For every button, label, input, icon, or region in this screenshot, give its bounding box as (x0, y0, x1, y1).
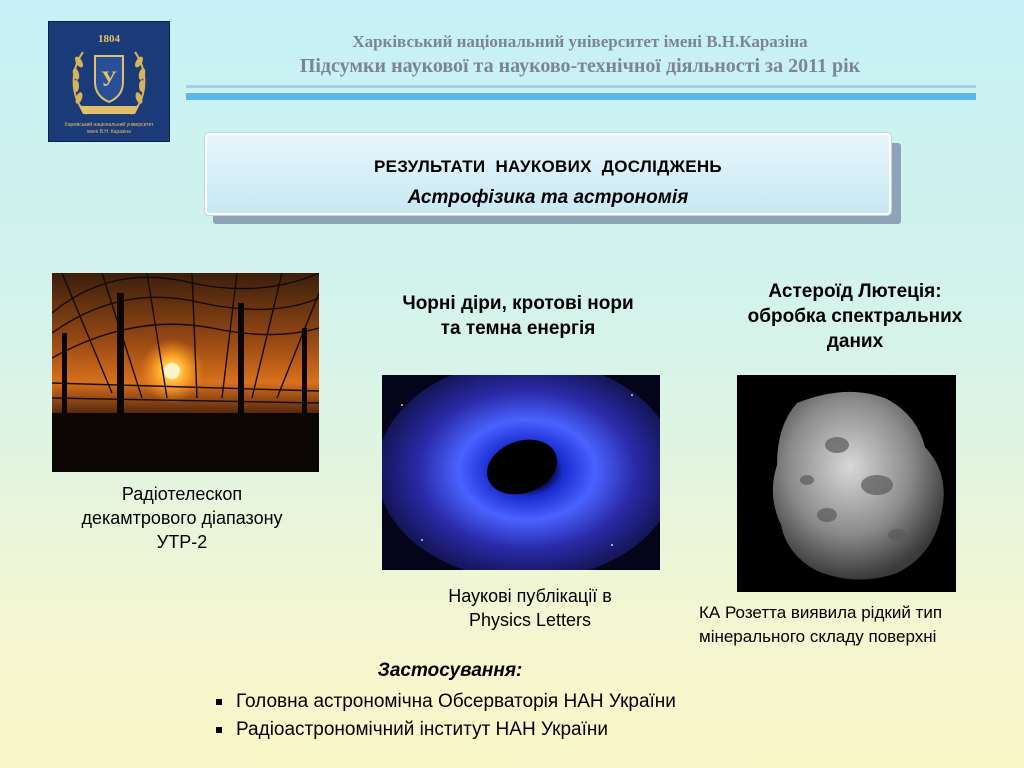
radio-telescope-photo (52, 273, 319, 472)
asteroid-caption (699, 601, 1009, 649)
applications-title: Застосування: (377, 660, 523, 681)
university-logo (48, 21, 170, 142)
caption-line: КА Розетта виявила рідкий тип (699, 603, 943, 622)
caption-line: Радіотелескоп (121, 484, 243, 504)
bullet-icon (216, 727, 222, 733)
black-holes-caption (420, 584, 640, 632)
title-line: обробка спектральних (747, 306, 963, 327)
banner-heading: РЕЗУЛЬТАТИ НАУКОВИХ ДОСЛІДЖЕНЬ (374, 157, 722, 176)
list-item (214, 716, 676, 744)
bullet-icon (216, 699, 222, 705)
caption-line: декамтрового діапазону (81, 508, 283, 528)
header-divider-thick (186, 93, 976, 100)
caption-line: УТР-2 (156, 532, 208, 552)
header-divider-thin (186, 85, 976, 88)
caption-line: Наукові публікації в (448, 586, 612, 606)
shield-letter: У (100, 66, 118, 91)
report-title: Підсумки наукової та науково-технічної діяльності за 2011 рік (299, 55, 861, 77)
caption-line: мінерального складу поверхні (699, 627, 937, 646)
logo-year: 1804 (98, 33, 120, 45)
applications-list (214, 688, 676, 744)
logo-caption-line2: імені В.Н. Каразіна (87, 129, 131, 135)
asteroid-title (715, 279, 995, 354)
radio-telescope-caption (52, 482, 312, 554)
black-hole-image (382, 375, 660, 570)
list-item-label: Радіоастрономічний інститут НАН України (236, 719, 608, 740)
asteroid-image (737, 375, 956, 592)
list-item-label: Головна астрономічна Обсерваторія НАН України (236, 691, 676, 712)
banner-subheading: Астрофізика та астрономія (407, 187, 689, 208)
logo-caption-line1: Харківський національний університет (64, 122, 154, 128)
caption-line: Physics Letters (468, 610, 592, 630)
black-holes-title (368, 291, 668, 341)
title-banner (205, 133, 891, 215)
title-line: Астероїд Лютеція: (768, 281, 942, 302)
title-line: даних (826, 331, 884, 352)
title-line: та темна енергія (440, 318, 596, 339)
title-line: Чорні діри, кротові нори (402, 293, 634, 314)
university-name: Харківський національний університет імені В.Н.Каразіна (352, 32, 808, 51)
list-item (214, 688, 676, 716)
